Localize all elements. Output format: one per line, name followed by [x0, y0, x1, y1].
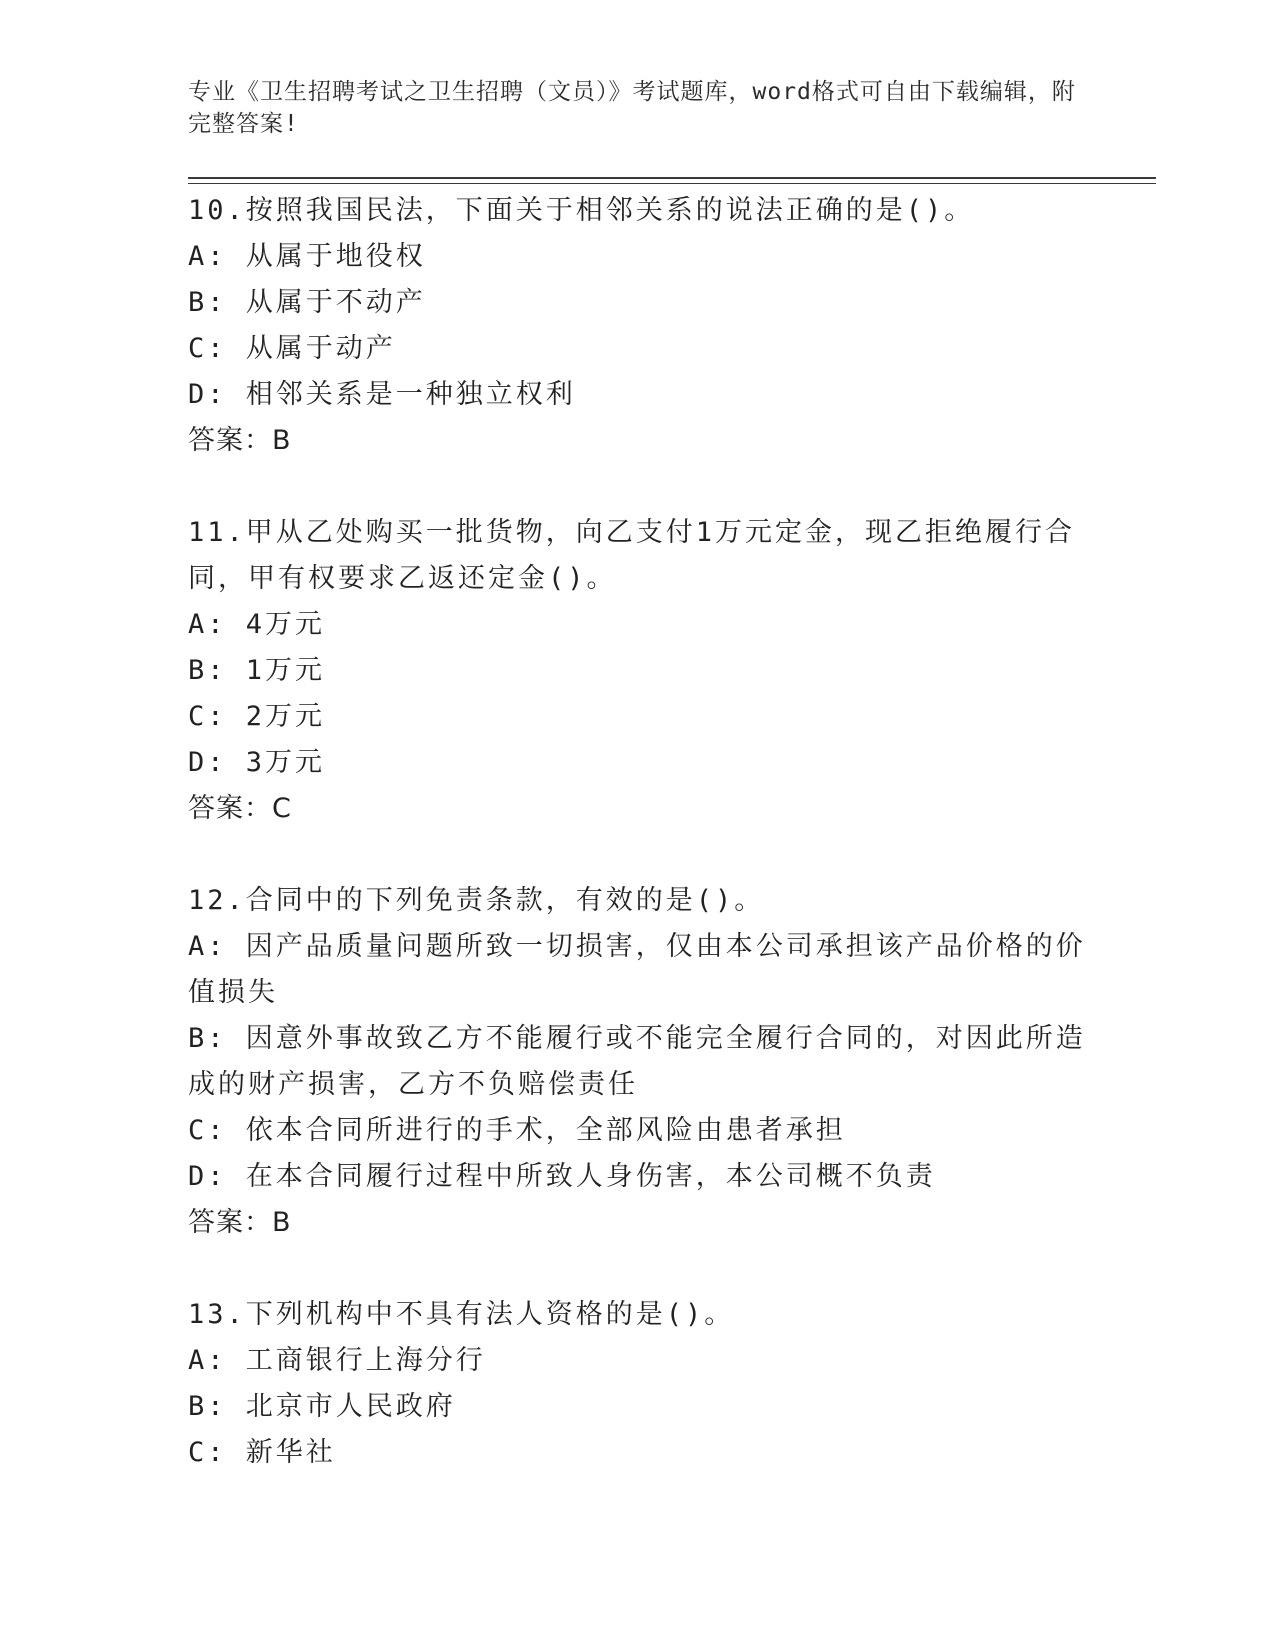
question-spacer [188, 464, 1088, 510]
option-b: B: 北京市人民政府 [188, 1391, 456, 1422]
option-a: A: 4万元 [188, 609, 326, 640]
answer-line: 答案：B [188, 1207, 292, 1238]
option-a: A: 因产品质量问题所致一切损害，仅由本公司承担该产品价格的价值损失 [188, 931, 1086, 1008]
question-item [188, 878, 1088, 1246]
question-item [188, 1292, 1088, 1476]
option-b: B: 从属于不动产 [188, 287, 426, 318]
option-d: D: 3万元 [188, 747, 326, 778]
answer-line: 答案：B [188, 425, 292, 456]
option-d: D: 相邻关系是一种独立权利 [188, 379, 576, 410]
question-spacer [188, 1246, 1088, 1292]
option-d: D: 在本合同履行过程中所致人身伤害，本公司概不负责 [188, 1161, 936, 1192]
option-c: C: 从属于动产 [188, 333, 396, 364]
option-a: A: 从属于地役权 [188, 241, 426, 272]
question-stem: 12.合同中的下列免责条款，有效的是()。 [188, 885, 765, 916]
question-stem: 11.甲从乙处购买一批货物，向乙支付1万元定金，现乙拒绝履行合同，甲有权要求乙返还定金()。 [188, 517, 1076, 594]
question-spacer [188, 832, 1088, 878]
question-item [188, 510, 1088, 832]
option-b: B: 因意外事故致乙方不能履行或不能完全履行合同的，对因此所造成的财产损害，乙方不负赔偿责任 [188, 1023, 1086, 1100]
option-a: A: 工商银行上海分行 [188, 1345, 486, 1376]
header-divider [188, 177, 1156, 179]
header-divider-thin [188, 183, 1156, 184]
option-c: C: 依本合同所进行的手术，全部风险由患者承担 [188, 1115, 846, 1146]
question-stem: 13.下列机构中不具有法人资格的是()。 [188, 1299, 735, 1330]
question-item [188, 188, 1088, 464]
question-stem: 10.按照我国民法，下面关于相邻关系的说法正确的是()。 [188, 195, 975, 226]
option-c: C: 新华社 [188, 1437, 336, 1468]
option-c: C: 2万元 [188, 701, 326, 732]
answer-line: 答案：C [188, 793, 292, 824]
document-header: 专业《卫生招聘考试之卫生招聘（文员）》考试题库，word格式可自由下载编辑，附完整答案! [188, 79, 1076, 137]
question-list [188, 188, 1088, 1476]
option-b: B: 1万元 [188, 655, 326, 686]
